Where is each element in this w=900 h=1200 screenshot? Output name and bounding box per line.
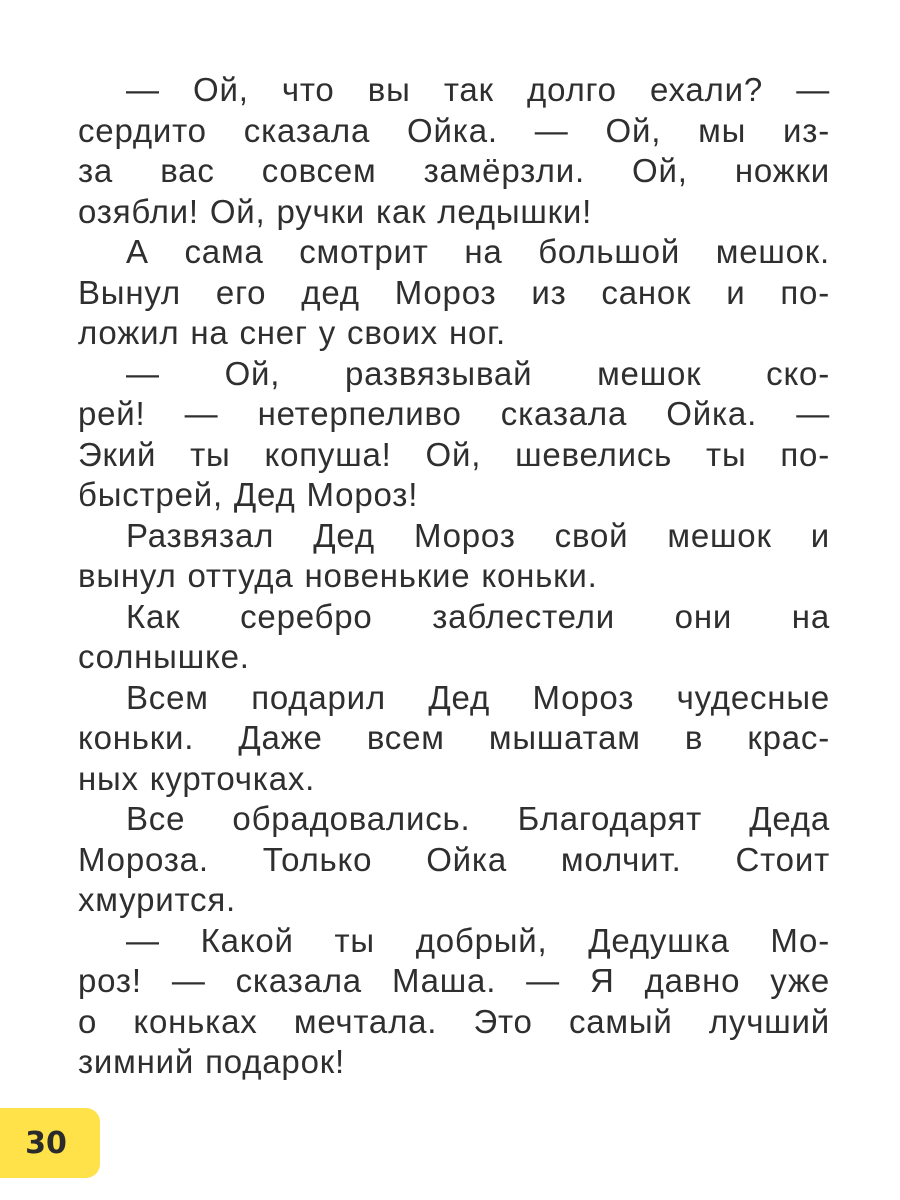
- paragraph-8: [78, 921, 830, 1083]
- text-line: солнышке.: [78, 638, 250, 675]
- text-line: рей! — нетерпеливо сказала Ойка. —: [78, 395, 830, 432]
- text-line: зимний подарок!: [78, 1043, 345, 1080]
- page-number-badge: [0, 1108, 100, 1178]
- text-line: роз! — сказала Маша. — Я давно уже: [78, 962, 830, 999]
- paragraph-7: [78, 799, 830, 921]
- text-line: коньки. Даже всем мышатам в крас-: [78, 719, 830, 756]
- story-text: [78, 70, 830, 1083]
- text-line: — Ой, что вы так долго ехали? —: [126, 71, 830, 108]
- text-line: озябли! Ой, ручки как ледышки!: [78, 192, 593, 230]
- text-line: сердито сказала Ойка. — Ой, мы из-: [78, 111, 830, 149]
- paragraph-5: [78, 597, 830, 678]
- text-line: — Ой, развязывай мешок ско-: [126, 354, 830, 392]
- paragraph-3: [78, 354, 830, 516]
- text-line: Вынул его дед Мороз из санок и по-: [78, 273, 830, 311]
- text-line: Как серебро заблестели они на: [126, 597, 830, 635]
- text-line: Всем подарил Дед Мороз чудесные: [126, 678, 830, 716]
- text-line: ложил на снег у своих ног.: [78, 314, 506, 351]
- paragraph-2: [78, 232, 830, 354]
- text-line: А сама смотрит на большой мешок.: [126, 233, 830, 270]
- text-line: Экий ты копуша! Ой, шевелись ты по-: [78, 435, 830, 473]
- page-number: 30: [25, 1125, 67, 1161]
- text-line: хмурится.: [78, 881, 236, 918]
- text-line: вынул оттуда новенькие коньки.: [78, 557, 598, 594]
- text-line: Все обрадовались. Благодарят Деда: [126, 800, 830, 837]
- text-line: быстрей, Дед Мороз!: [78, 476, 419, 513]
- paragraph-1: [78, 70, 830, 232]
- text-line: о коньках мечтала. Это самый лучший: [78, 1002, 830, 1040]
- text-line: ных курточках.: [78, 759, 316, 797]
- paragraph-4: [78, 516, 830, 597]
- text-line: Развязал Дед Мороз свой мешок и: [126, 516, 830, 554]
- text-line: Мороза. Только Ойка молчит. Стоит: [78, 840, 830, 878]
- text-line: за вас совсем замёрзли. Ой, ножки: [78, 152, 830, 189]
- text-line: — Какой ты добрый, Дедушка Мо-: [126, 921, 830, 959]
- paragraph-6: [78, 678, 830, 800]
